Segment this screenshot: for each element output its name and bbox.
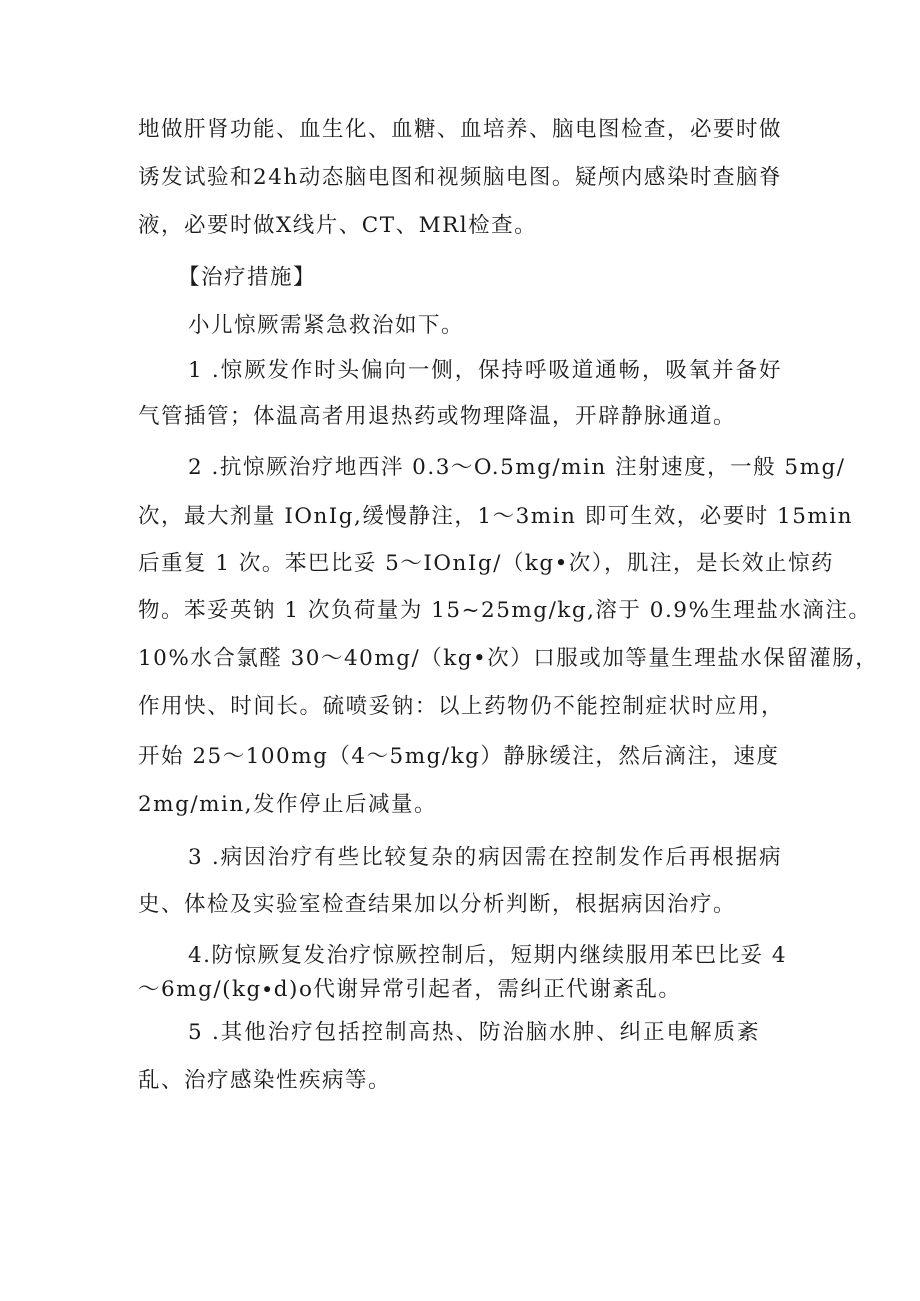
list-item-5-line: 5 .其他治疗包括控制高热、防治脑水肿、纠正电解质紊 xyxy=(188,1020,760,1045)
section-heading: 【治疗措施】 xyxy=(178,265,317,290)
list-item-1-line: 气管插管；体温高者用退热药或物理降温，开辟静脉通道。 xyxy=(138,404,737,429)
list-item-2-line: 次，最大剂量 IOnIg,缓慢静注，1～3min 即可生效，必要时 15min xyxy=(138,504,853,529)
list-item-1-line: 1 .惊厥发作时头偏向一侧，保持呼吸道通畅，吸氧并备好 xyxy=(188,358,782,383)
body-line: 液，必要时做X线片、CT、MRl检查。 xyxy=(138,213,538,238)
body-line: 小儿惊厥需紧急救治如下。 xyxy=(188,313,465,338)
list-item-2-line: 2 .抗惊厥治疗地西泮 0.3～O.5mg∕min 注射速度，一般 5mg∕ xyxy=(188,455,846,480)
list-item-2-line: 后重复 1 次。苯巴比妥 5～IOnIg/（kg•次），肌注，是长效止惊药 xyxy=(138,551,835,576)
list-item-2-line: 2mg∕min,发作停止后减量。 xyxy=(138,792,438,817)
body-line: 地做肝肾功能、血生化、血糖、血培养、脑电图检查，必要时做 xyxy=(138,117,783,142)
list-item-2-line: 作用快、时间长。硫喷妥钠：以上药物仍不能控制症状时应用， xyxy=(138,694,784,719)
body-line: 诱发试验和24h动态脑电图和视频脑电图。疑颅内感染时查脑脊 xyxy=(138,165,782,190)
list-item-3-line: 史、体检及实验室检查结果加以分析判断，根据病因治疗。 xyxy=(138,892,737,917)
list-item-3-line: 3 .病因治疗有些比较复杂的病因需在控制发作后再根据病 xyxy=(188,845,782,870)
list-item-5-line: 乱、治疗感染性疾病等。 xyxy=(138,1068,392,1093)
list-item-2-line: 10%水合氯醛 30～40mg∕（kg•次）口服或加等量生理盐水保留灌肠， xyxy=(138,646,879,671)
list-item-4-line: ～6mg∕(kg∙d)o代谢异常引起者，需纠正代谢紊乱。 xyxy=(138,977,682,1002)
list-item-2-line: 开始 25～100mg（4～5mg∕kg）静脉缓注，然后滴注，速度 xyxy=(138,744,780,769)
list-item-4-line: 4.防惊厥复发治疗惊厥控制后，短期内继续服用苯巴比妥 4 xyxy=(188,943,788,968)
list-item-2-line: 物。苯妥英钠 1 次负荷量为 15~25mg∕kg,溶于 0.9%生理盐水滴注。 xyxy=(138,598,872,623)
